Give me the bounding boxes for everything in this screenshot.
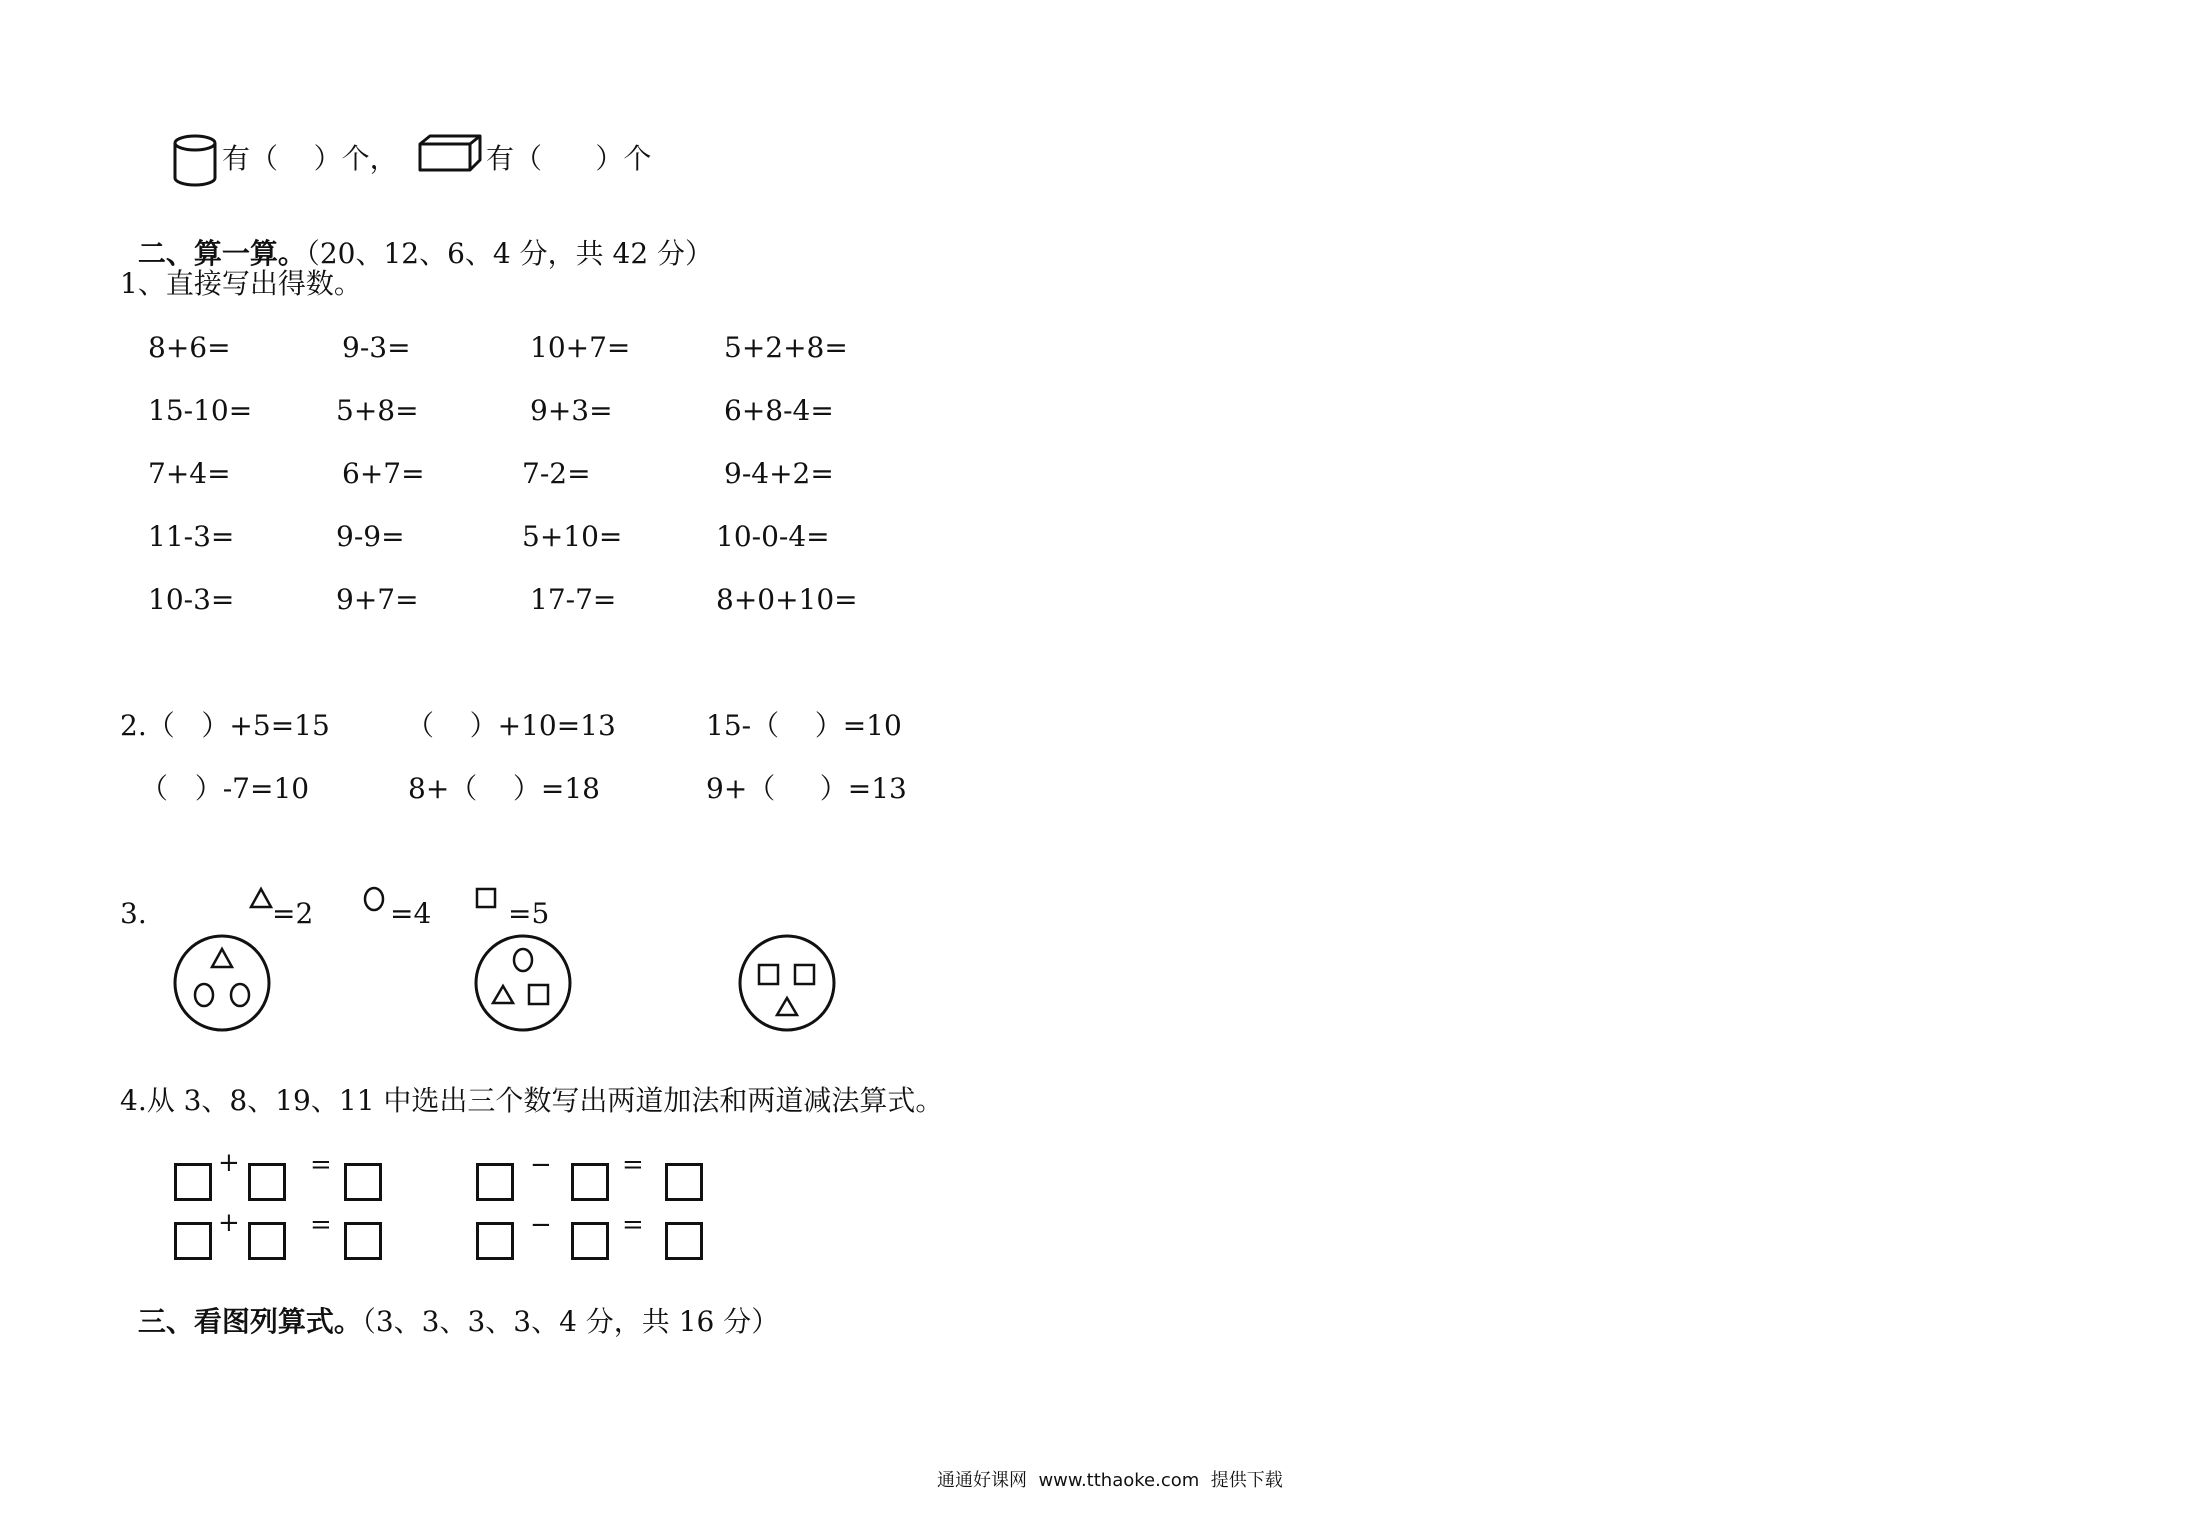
q2-cell: 15-（ ）=10 xyxy=(706,709,902,742)
answer-box[interactable] xyxy=(476,1222,514,1260)
answer-box[interactable] xyxy=(248,1163,286,1201)
footer-credit: 通通好课网 www.tthaoke.com 提供下载 xyxy=(937,1470,1283,1491)
minus-sign: − xyxy=(530,1150,552,1180)
shape-group-circle-2 xyxy=(473,932,573,1034)
answer-box[interactable] xyxy=(344,1222,382,1260)
section3-heading-bold: 三、看图列算式。 xyxy=(137,1305,362,1338)
circle-value: =4 xyxy=(390,897,432,930)
q2-cell: （ ）+10=13 xyxy=(406,709,616,742)
q4-text: 4.从 3、8、19、11 中选出三个数写出两道加法和两道减法算式。 xyxy=(120,1084,944,1117)
q1-cell: 15-10= xyxy=(148,394,253,427)
equals-sign: = xyxy=(310,1150,332,1180)
cylinder-icon xyxy=(172,134,218,188)
q1-cell: 10-0-4= xyxy=(716,520,830,553)
section2-heading-bold: 二、算一算。 xyxy=(137,237,306,270)
q1-cell: 9+7= xyxy=(336,583,419,616)
q2-cell: （ ）-7=10 xyxy=(140,772,310,805)
section3-heading-rest: （3、3、3、3、4 分，共 16 分） xyxy=(361,1305,780,1338)
triangle-value: =2 xyxy=(272,897,314,930)
plus-sign: + xyxy=(218,1148,240,1178)
q1-cell: 6+7= xyxy=(342,457,425,490)
cylinder-count-text: 有（ ）个， xyxy=(222,142,398,175)
q1-cell: 17-7= xyxy=(530,583,617,616)
q1-cell: 11-3= xyxy=(148,520,235,553)
plus-sign: + xyxy=(218,1208,240,1238)
q2-cell: 2.（ ）+5=15 xyxy=(120,709,330,742)
q1-cell: 7+4= xyxy=(148,457,231,490)
q2-cell: 9+（ ）=13 xyxy=(706,772,907,805)
q1-cell: 9-4+2= xyxy=(724,457,834,490)
triangle-legend-icon xyxy=(249,887,273,909)
shape-group-circle-3 xyxy=(737,932,837,1034)
section2-heading xyxy=(120,206,713,270)
answer-box[interactable] xyxy=(174,1222,212,1260)
minus-sign: − xyxy=(530,1210,552,1240)
square-value: =5 xyxy=(508,897,550,930)
q1-cell: 8+6= xyxy=(148,331,231,364)
answer-box[interactable] xyxy=(665,1222,703,1260)
circle-legend-icon xyxy=(362,886,386,912)
q2-cell: 8+（ ）=18 xyxy=(408,772,600,805)
answer-box[interactable] xyxy=(476,1163,514,1201)
equals-sign: = xyxy=(310,1210,332,1240)
q1-cell: 9-3= xyxy=(342,331,411,364)
equals-sign: = xyxy=(622,1150,644,1180)
shape-group-circle-1 xyxy=(172,932,272,1034)
cuboid-count-text: 有（ ）个 xyxy=(486,142,652,175)
answer-box[interactable] xyxy=(248,1222,286,1260)
q1-cell: 5+8= xyxy=(336,394,419,427)
cuboid-icon xyxy=(418,134,482,174)
answer-box[interactable] xyxy=(174,1163,212,1201)
q1-cell: 5+2+8= xyxy=(724,331,848,364)
q1-cell: 5+10= xyxy=(522,520,623,553)
answer-box[interactable] xyxy=(571,1222,609,1260)
q1-cell: 10-3= xyxy=(148,583,235,616)
q1-cell: 9-9= xyxy=(336,520,405,553)
q1-cell: 9+3= xyxy=(530,394,613,427)
equals-sign: = xyxy=(622,1210,644,1240)
answer-box[interactable] xyxy=(665,1163,703,1201)
q1-label: 1、直接写出得数。 xyxy=(120,267,362,300)
answer-box[interactable] xyxy=(571,1163,609,1201)
section3-heading xyxy=(120,1274,779,1338)
q1-cell: 6+8-4= xyxy=(724,394,834,427)
q1-cell: 7-2= xyxy=(522,457,591,490)
q1-cell: 10+7= xyxy=(530,331,631,364)
q3-label: 3. xyxy=(120,897,147,930)
answer-box[interactable] xyxy=(344,1163,382,1201)
q1-cell: 8+0+10= xyxy=(716,583,858,616)
square-legend-icon xyxy=(475,887,497,909)
section2-heading-rest: （20、12、6、4 分，共 42 分） xyxy=(305,237,714,270)
